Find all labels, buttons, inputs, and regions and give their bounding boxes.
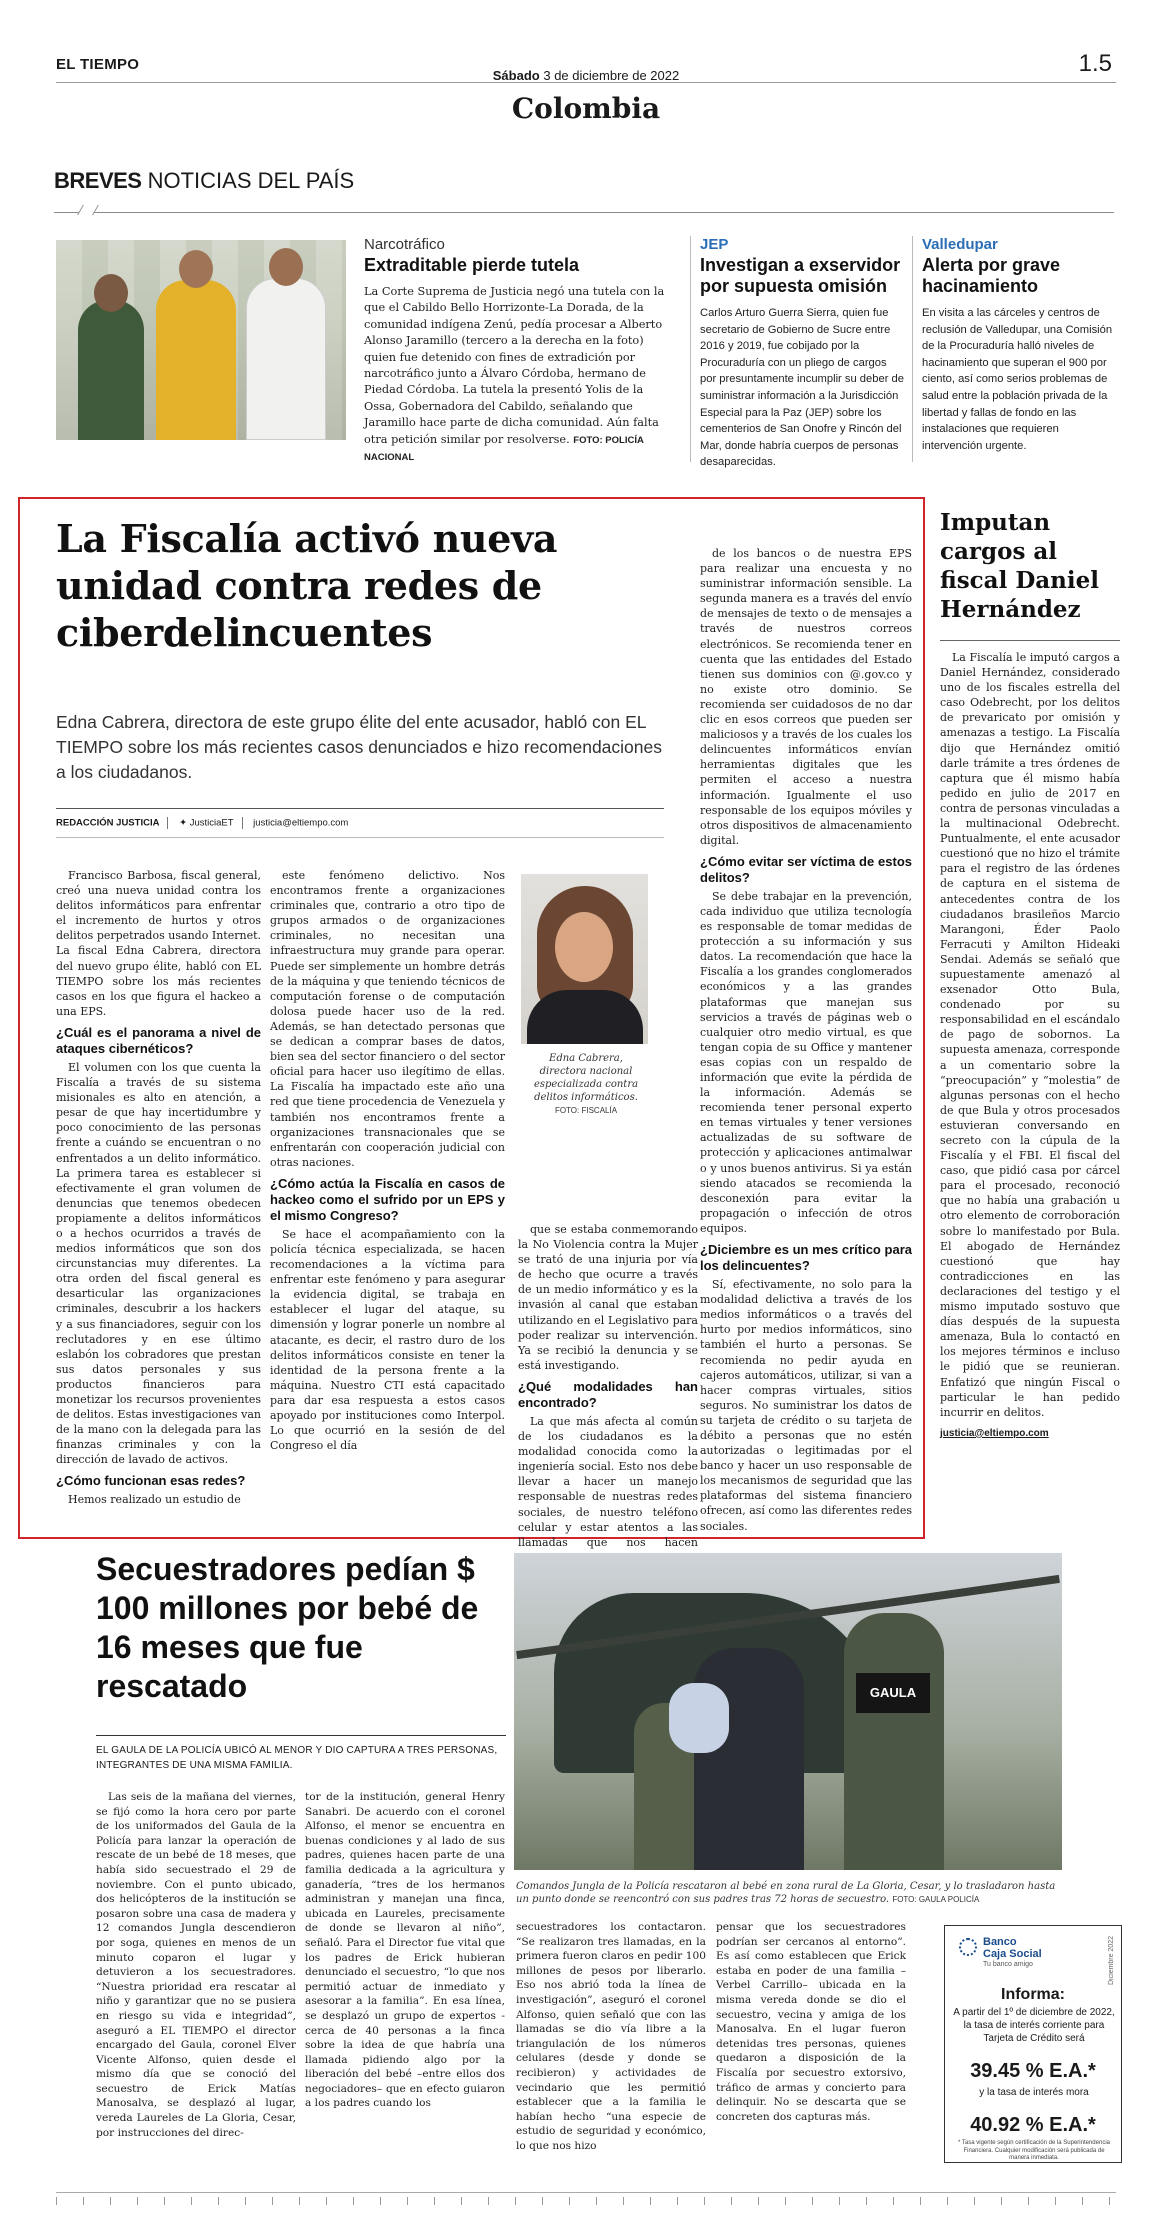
brief-kicker: Valledupar: [922, 236, 998, 253]
side-column: [940, 650, 1120, 1441]
footer-tick: [407, 2197, 417, 2205]
brief-photo: [56, 240, 346, 440]
header-rule: [56, 82, 1116, 83]
issue-date: [56, 68, 1116, 83]
brief-valledupar: [922, 236, 1122, 454]
footer-tick: [569, 2197, 579, 2205]
footer-tick: [488, 2197, 498, 2205]
paragraph: de los bancos o de nuestra EPS para realizar una encuesta y no suministrar información sensible. La segunda manera es a través del envío de mensajes de texto o de mensajes a través de nuestros correos electrónicos. Se recomienda tener en cuenta que las entidades del Estado tienen sus dominios con @.gov.co y no existe otro dominio. Se recomienda ser cuidadosos de no dar clic en esos correos que pueden ser maliciosos y a través de los cuales los delincuentes informáticos envían herramientas digitales que les permiten el acceso a nuestra información. Igualmente el uso responsable de los equipos móviles y otros dispositivos de almacenamiento digital.: [700, 547, 912, 847]
photo-head-2: [179, 250, 213, 288]
footer-tick: [758, 2197, 768, 2205]
footer-tick: [704, 2197, 714, 2205]
footer-tick: [353, 2197, 363, 2205]
footer-tick: [785, 2197, 795, 2205]
footer-tick: [245, 2197, 255, 2205]
footer-tick: [623, 2197, 633, 2205]
byline-author: REDACCIÓN JUSTICIA: [56, 817, 160, 829]
brief-title: Investigan a exservidor por supuesta omisión: [700, 255, 901, 296]
side-email[interactable]: justicia@eltiempo.com: [940, 1427, 1049, 1439]
article-column-1: [56, 868, 261, 1508]
story2-column-4: [716, 1920, 906, 2124]
footer-tick: [1028, 2197, 1038, 2205]
story2-title: Secuestradores pedían $ 100 millones por bebé de 16 meses que fue rescatado: [96, 1551, 479, 1704]
brief-kicker: JEP: [700, 236, 729, 253]
paragraph: tor de la institución, general Henry Sanabri. De acuerdo con el coronel Alfonso, el menor se encuentra en buenas condiciones y al lado de sus padres, quienes hacen parte de una familia dedicada a la agricultura y ganadería, “tres de los hermanos administran y manejan una finca, ubicada en Laureles, precisamente de donde se llevaron al niño”, señaló. Para el Director fue vital que los padres de Erick hubieran denunciado el secuestro, “lo que nos permitió actuar de inmediato y asesorar a la familia”. En esa línea, se desplazó un grupo de expertos - cerca de 40 personas a la finca sobre la idea de que habría una llamada pidiendo algo por la liberación del bebé –entre ellos dos negociadores– que en efecto guiaron a los padres cuando los: [305, 1791, 505, 2110]
paragraph: Las seis de la mañana del viernes, se fijó como la hora cero por parte de los uniformados del Gaula de la Policía para lanzar la operación de rescate de un bebé de 18 meses, que había sido secuestrado el 29 de noviembre. Con el punto ubicado, dos helicópteros de la institución se posaron sobre una casa de madera y 12 comandos Jungla descendieron por soga, quienes en menos de un minuto coparon el lugar y detuvieron a los secuestradores. “Nuestra prioridad era rescatar al niño y garantizar que no se pusiera en riesgo su vida e integridad”, aseguró a EL TIEMPO el director encargado del Gaula, coronel Elver Vicente Alfonso, quien desde el mismo día que se conoció del secuestro de Erick Matías Manosalva, se desplazó al lugar, vereda Laureles de La Gloria, Cesar, por instrucciones del direc-: [96, 1791, 296, 2139]
paragraph: Sí, efectivamente, no solo para la modalidad delictiva a través de los medios informáticos o a través del hurto por medios informáticos, sino también el hurto a personas. Se recomienda no pedir ayuda en cajeros automáticos, utilizar, si van a hacer compras virtuales, sitios seguros. No suministrar los datos de su tarjeta de crédito o su tarjeta de débito a personas que no estén autorizadas o legitimadas por el banco y hacer un uso responsable de los mecanismos de seguridad que las plataformas del sistema financiero ofrecen, así como las diferentes redes sociales.: [700, 1278, 913, 1533]
paragraph: El volumen con los que cuenta la Fiscalía a través de su sistema misionales es alto en atención, a pesar de que hay incertidumbre y poco conocimiento de las personas frente a cuándo se encuentran o no enfrentados a un delito informático. La primera tarea es establecer si efectivamente el gran volumen de denuncias que tenemos obedecen propiamente a delitos informáticos o a hechos ocurridos a través de medios informáticos que son dos circunstancias muy diferentes. La otra orden del fiscal general es desarticular las organizaciones criminales, descubrir a los hackers y a sus financiadores, seguir con los reclutadores y en ese último eslabón los cobradores que prestan sus datos personales y sus productos financieros para monetizar los recursos provenientes de delitos. Estas investigaciones van de la mano con la delegada para las finanzas criminales y con la dirección de lavado de activos.: [56, 1060, 261, 1467]
footer-tick: [731, 2197, 741, 2205]
article-portrait: [521, 874, 648, 1044]
footer-tick: [812, 2197, 822, 2205]
question-heading: ¿Diciembre es un mes crítico para los delincuentes?: [700, 1242, 912, 1274]
footer-tick: [515, 2197, 525, 2205]
paragraph: Hemos realizado un estudio de: [68, 1493, 241, 1507]
side-story: [940, 508, 1120, 624]
footer-tick: [947, 2197, 957, 2205]
section-title: Colombia: [511, 92, 661, 125]
bank-logo-icon: [959, 1938, 977, 1956]
paragraph: que se estaba conmemorando la No Violencia contra la Mujer se trató de una injuria por vía de hecho que ocurre a través de un medio informático y es la invasión al canal que estaban utilizando en el Legislativo para poder realizar su intervención. Ya se recibió la denuncia y se está investigando.: [518, 1223, 698, 1372]
ad-text-1: A partir del 1º de diciembre de 2022, la tasa de interés corriente para Tarjeta de Crédito será: [953, 2007, 1115, 2044]
story2-column-2: [305, 1790, 505, 2111]
paragraph: La Fiscalía le imputó cargos a Daniel Hernández, considerado uno de los fiscales estrella del caso Odebrecht, por los delitos de prevaricato por omisión y amenazas a testigo. La Fiscalía dijo que Hernández omitió darle trámite a tres órdenes de captura que él mismo había pedido en julio de 2017 en contra de personas vinculadas a la multinacional Odebrecht. Puntualmente, el ente acusador cuestionó que no hizo el trámite para el registro de las órdenes de captura en el sistema de antecedentes contra de los ciudadanos brasileños Marcio Marangoni, Éder Paolo Ferracuti y Amilton Hideaki Sendai. Además se señaló que supuestamente amenazó al exsenador Otto Bula, condenado por su responsabilidad en el escándalo de pago de sobornos. La supuesta amenaza, corresponde a un comentario sobre la “preocupación” y “molestia” de algunas personas con el hecho de que Bula y otros procesados estuvieran conversando en secreto con la cúpula de la Fiscalía y el FBI. El fiscal del caso, que pidió casa por cárcel para el procesado, reconoció que no había una grabación u otro elemento de corroboración sobre lo manifestado por Bula. El abogado de Hernández cuestionó que hay contradicciones en las declaraciones del testigo y el mismo imputado sostuvo que días después de la supuesta amenaza, Bula lo contactó en los mejores términos e incluso le pidió que se reunieran. Enfatizó que ningún Fiscal o particular le han pedido incurrir en delitos.: [940, 651, 1120, 1419]
paragraph: La que más afecta al común de los ciudadanos es la modalidad conocida como la ingeniería social. Esto nos debe llevar a hacer un manejo responsable de nuestras redes sociales, de nuestro teléfono celular y estar atentos a las llamadas que nos hacen: [518, 1414, 698, 1549]
breves-notch: [77, 205, 99, 215]
byline-twitter: JusticiaET: [189, 817, 234, 829]
paragraph: Francisco Barbosa, fiscal general, creó una nueva unidad contra los delitos informáticos para enfrentar el incremento de hurtos y otros delitos perpetrados usando Internet. La fiscal Edna Cabrera, directora del nuevo grupo élite, habló con EL TIEMPO sobre los más recientes casos en los que figura el hackeo a una EPS.: [56, 869, 261, 1018]
bank-tagline: Tu banco amigo: [983, 1961, 1033, 1968]
ad-side-date: Diciembre 2022: [1108, 1936, 1115, 1986]
brief-narcotrafico: [364, 236, 674, 466]
article-dek: Edna Cabrera, directora de este grupo élite del ente acusador, habló con EL TIEMPO sobre los más recientes casos denunciados e hizo recomendaciones a los ciudadanos.: [56, 712, 662, 782]
footer-tick: [1109, 2197, 1119, 2205]
paragraph: Se debe trabajar en la prevención, cada individuo que utiliza tecnología es responsable de tomar medidas de protección a su información y sus datos. La recomendación que hace la Fiscalía a los grandes conglomerados económicos y a las grandes plataformas que manejan sus servicios a través de páginas web o cualquier otro medio virtual, es que tengan copia de su Office y mantener esas copias con un respaldo de información que evite la pérdida de la información. Además se recomienda tener personal experto en temas virtuales y tener versiones actualizadas de su software de protección y aplicaciones antimalwar o y unos buenos antivirus. Si ya están siendo atacados se recomienda la desconexión para evitar la propagación o infección de otros equipos.: [700, 889, 912, 1235]
footer-tick: [110, 2197, 120, 2205]
breves-bold: BREVES: [54, 168, 142, 193]
question-heading: ¿Cuál es el panorama a nivel de ataques cibernéticos?: [56, 1024, 261, 1056]
vest-label: GAULA: [856, 1673, 930, 1713]
photo-soldier-3: [844, 1613, 944, 1870]
footer-tick: [893, 2197, 903, 2205]
brief-jep: [700, 236, 905, 471]
footer-tick: [272, 2197, 282, 2205]
portrait-face: [555, 912, 613, 982]
paragraph: pensar que los secuestradores podrían ser cercanos al entorno”. Es así como establecen que Erick estaba en poder de una familia –Verbel Carrillo– ubicada en la misma vereda donde se dio el secuestro, vecina y amiga de los Manosalva. En el lugar fueron detenidas tres personas, quienes quedaron a disposición de la Fiscalía por secuestro extorsivo, tráfico de armas y concierto para delinquir. No se descarta que se concreten dos capturas más.: [716, 1921, 906, 2123]
brief-text: Carlos Arturo Guerra Sierra, quien fue secretario de Gobierno de Sucre entre 2016 y 2019, fue cobijado por la Procuraduría con un pliego de cargos por presuntamente incumplir su deber de suministrar información a la Jurisdicción Especial para la Paz (JEP) sobre los cementerios de San Onofre y Rincón del Mar, donde habría cuerpos de personas desaparecidas.: [700, 307, 904, 469]
rescue-caption: Comandos Jungla de la Policía rescataron al bebé en zona rural de La Gloria, Cesar, y lo trasladaron hasta un punto donde se reencontró con sus padres tras 72 horas de secuestro. FOTO: GAULA POLICÍA: [516, 1881, 1056, 1905]
footer-tick: [461, 2197, 471, 2205]
footer-tick: [299, 2197, 309, 2205]
twitter-icon: ✦: [179, 817, 188, 829]
question-heading: ¿Cómo evitar ser víctima de estos delitos?: [700, 853, 912, 885]
photo-person-3: [246, 278, 326, 440]
footer-tick: [326, 2197, 336, 2205]
question-heading: ¿Qué modalidades han encontrado?: [518, 1378, 698, 1410]
ad-text-2: y la tasa de interés mora: [979, 2087, 1089, 2098]
article-column-2: [270, 868, 505, 1453]
page-footer-rule: [56, 2192, 1116, 2206]
brief-divider: [690, 236, 691, 462]
masthead-brand: EL TIEMPO: [56, 56, 140, 73]
caption-credit: FOTO: GAULA POLICÍA: [892, 1895, 980, 1904]
photo-credit: FOTO: POLICÍA NACIONAL: [364, 434, 644, 464]
ad-heading: Informa:: [1001, 1986, 1065, 2003]
photo-soldier-2: [694, 1648, 804, 1870]
story2-dek: EL GAULA DE LA POLICÍA UBICÓ AL MENOR Y DIO CAPTURA A TRES PERSONAS, INTEGRANTES DE UNA MISMA FAMILIA.: [96, 1735, 506, 1773]
date-rest: 3 de diciembre de 2022: [543, 68, 680, 83]
rescue-photo: [514, 1553, 1062, 1870]
breves-label: [54, 168, 354, 194]
footer-tick: [218, 2197, 228, 2205]
story2-column-3: [516, 1920, 706, 2154]
ad-rate-2: 40.92 % E.A.*: [970, 2114, 1096, 2136]
portrait-body: [527, 990, 643, 1044]
footer-tick: [83, 2197, 93, 2205]
article-title: La Fiscalía activó nueva unidad contra redes de ciberdelincuentes: [56, 516, 558, 655]
paragraph: Se hace el acompañamiento con la policía técnica especializada, se hacen recomendaciones a la víctima para enfrentar este fenómeno y para asegurar la evidencia digital, se trabaja en establecer el lugar del ataque, su dimensión y lograr ponerle un nombre al atacante, es decir, el rastro duro de los delitos informáticos consiste en tener la identidad de la persona frente a la máquina. Nuestro CTI está capacitado para dar esa respuesta a estos casos apoyado por instituciones como Interpol. Lo que ocurrió en la sesión de del Congreso el día: [270, 1227, 505, 1453]
brief-text: La Corte Suprema de Justicia negó una tutela con la que el Cabildo Bello Horrizonte-La Dorada, de la comunidad indígena Zenú, pedía procesar a Alberto Alonso Jaramillo (tercero a la derecha en la foto) quien fue detenido con fines de extradición por narcotráfico junto a Álvaro Córdoba, hermano de Piedad Córdoba. La tutela la presentó Yolis de la Ossa, Gobernadora del Cabildo, señalando que Jaramillo hace parte de dicha comunidad. Aún falta otra petición similar por resolverse. FOTO: POLICÍA NACIONAL: [364, 285, 665, 464]
question-heading: ¿Cómo actúa la Fiscalía en casos de hackeo como el sufrido por un EPS y el mismo Congreso?: [270, 1175, 505, 1223]
story2-column-1: [96, 1790, 296, 2140]
caption-credit: FOTO: FISCALÍA: [554, 1106, 618, 1115]
portrait-caption: Edna Cabrera, directora nacional especializada contra delitos informáticos. FOTO: FISCALÍA: [533, 1053, 639, 1115]
footer-tick: [434, 2197, 444, 2205]
ad-fine-print: * Tasa vigente según certificación de la Superintendencia Financiera. Cualquier modificación será publicada de manera inmediata.: [958, 2140, 1110, 2161]
footer-tick: [380, 2197, 390, 2205]
bank-ad[interactable]: [944, 1925, 1122, 2163]
photo-person-2: [156, 280, 236, 440]
footer-tick: [839, 2197, 849, 2205]
article-column-4: [700, 546, 912, 1534]
brief-title: Alerta por grave hacinamiento: [922, 255, 1061, 296]
article-byline: [56, 808, 664, 838]
photo-person-1: [78, 300, 144, 440]
brief-title: Extraditable pierde tutela: [364, 255, 580, 275]
footer-tick: [974, 2197, 984, 2205]
date-weekday: Sábado: [492, 68, 540, 83]
photo-head-3: [269, 248, 303, 286]
photo-baby: [669, 1683, 729, 1753]
footer-tick: [542, 2197, 552, 2205]
brief-divider: [912, 236, 913, 462]
photo-head-1: [94, 274, 128, 312]
footer-tick: [596, 2197, 606, 2205]
footer-tick: [866, 2197, 876, 2205]
breves-thin: NOTICIAS DEL PAÍS: [147, 168, 355, 193]
brief-kicker: Narcotráfico: [364, 236, 445, 253]
footer-tick: [56, 2197, 66, 2205]
footer-tick: [1001, 2197, 1011, 2205]
footer-tick: [1082, 2197, 1092, 2205]
footer-tick: [650, 2197, 660, 2205]
page-number: 1.5: [1078, 50, 1112, 77]
breves-rule: [54, 212, 1114, 213]
footer-tick: [920, 2197, 930, 2205]
side-title: Imputan cargos al fiscal Daniel Hernández: [940, 509, 1100, 623]
paragraph: secuestradores los contactaron. “Se realizaron tres llamadas, en la primera fueron claros en pedir 100 millones de pesos por liberarlo. Eso nos abrió toda la línea de investigación”, aseguró el coronel Alfonso, quien señaló que con las llamadas se dio vía libre a la triangulación de los números celulares (desde y donde se recibieron) y actividades de vecindario que les permitió establecer que a la familia le habían hecho “una especie de estudio de seguridad y económico, lo que nos hizo: [516, 1921, 706, 2152]
article-column-3: [518, 1222, 698, 1565]
footer-tick: [1055, 2197, 1065, 2205]
footer-tick: [677, 2197, 687, 2205]
footer-tick: [164, 2197, 174, 2205]
byline-email[interactable]: justicia@eltiempo.com: [253, 817, 349, 829]
paragraph: este fenómeno delictivo. Nos encontramos frente a organizaciones criminales que, contrario a otro tipo de grupos armados o de organizaciones criminales, no necesitan una infraestructura muy grande para operar. Puede ser simplemente un hombre detrás de la máquina y que teniendo técnicos de computación forense o de computación dolosa puede hacer uso de la red. Además, se han detectado personas que se dedican a comprar bases de datos, bien sea del sector financiero o del sector oficial para hacer uso ilegítimo de ellas. La Fiscalía ha impactado este año una red que tiene procedencia de Venezuela y también nos encontramos frente a organizaciones transnacionales que se enfrentarán con cooperación judicial con otras naciones.: [270, 869, 505, 1169]
footer-tick: [191, 2197, 201, 2205]
bank-brand: Banco Caja Social: [983, 1936, 1042, 1960]
page-header: [56, 50, 1116, 140]
question-heading: ¿Cómo funcionan esas redes?: [56, 1473, 246, 1489]
ad-rate-1: 39.45 % E.A.*: [970, 2060, 1096, 2082]
brief-text: En visita a las cárceles y centros de reclusión de Valledupar, una Comisión de la Procuraduría halló niveles de hacinamiento que superan el 900 por ciento, así como serios problemas de salud entre la población privada de la libertad y fallas de fondo en las instalaciones que requieren intervención urgente.: [922, 307, 1113, 452]
side-rule: [940, 640, 1120, 641]
footer-tick: [137, 2197, 147, 2205]
